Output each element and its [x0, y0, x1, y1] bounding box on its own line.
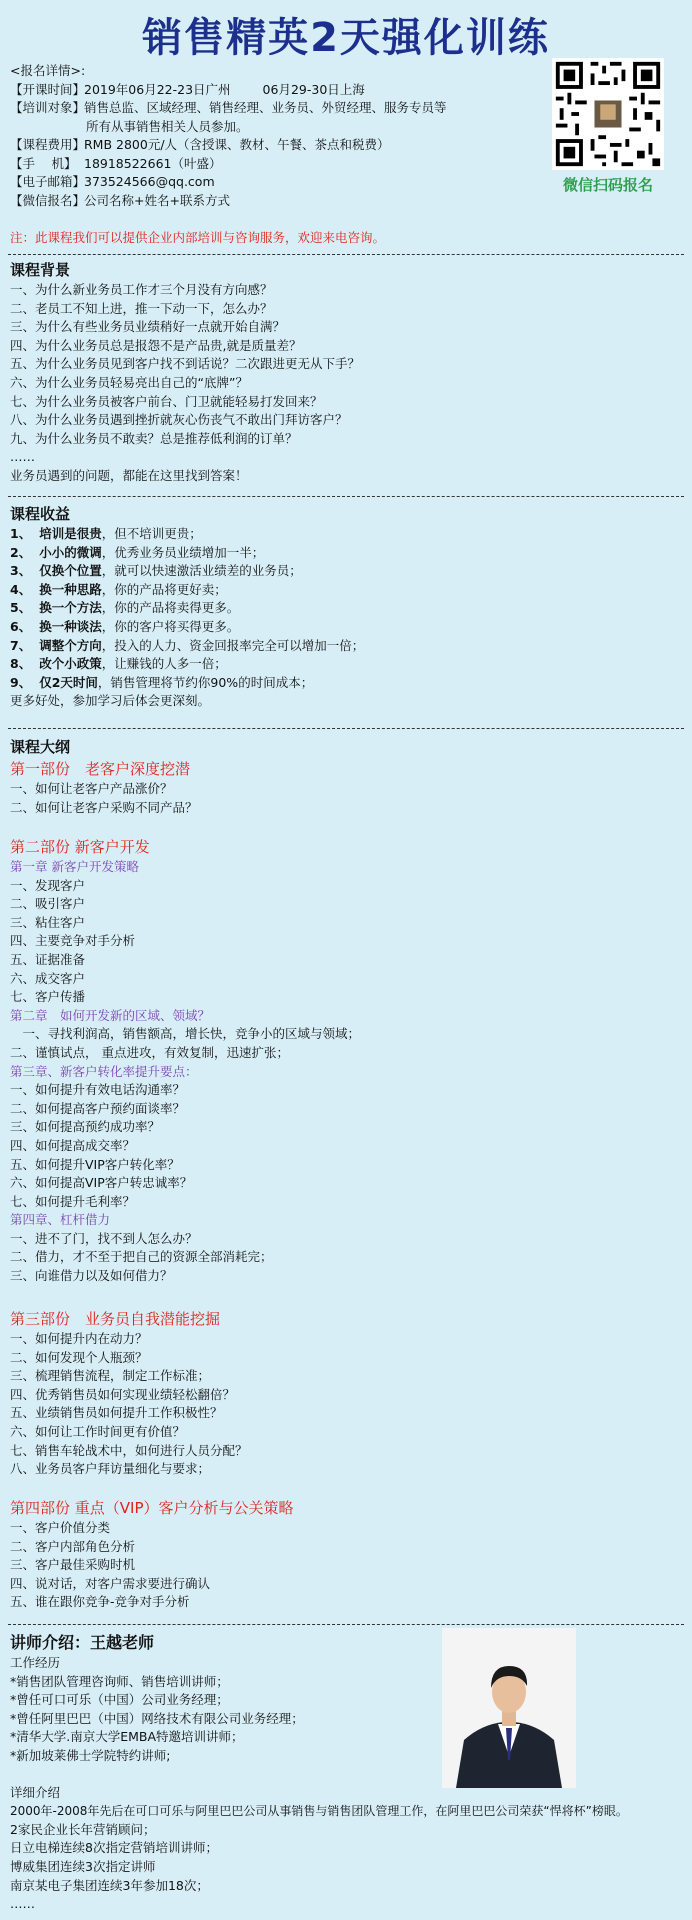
- list-item: 二、吸引客户: [10, 896, 86, 912]
- info-row-time: [10, 81, 530, 100]
- info-label: 【开课时间】: [10, 81, 86, 97]
- list-item: 三、为什么有些业务员业绩稍好一点就开始自满？: [10, 319, 286, 335]
- chapter-title: 第一章 新客户开发策略: [10, 859, 139, 874]
- page-title: 销售精英2天强化训练: [142, 15, 550, 61]
- list-item: 九、为什么业务员不敢卖？总是推荐低利润的订单？: [10, 430, 298, 446]
- list-item: *清华大学.南京大学EMBA特邀培训讲师；: [10, 1729, 244, 1745]
- list-item: 二、谨慎试点， 重点进攻，有效复制，迅速扩张；: [10, 1044, 289, 1060]
- list-item: 三、向谁借力以及如何借力？: [10, 1268, 173, 1284]
- list-item: 二、客户内部角色分析: [10, 1538, 136, 1554]
- part-title: 第二部份 新客户开发: [10, 838, 150, 856]
- list-item: 一、如何让老客户产品涨价？: [10, 781, 173, 796]
- chapter-title: 第三章、新客户转化率提升要点：: [10, 1063, 198, 1079]
- subheading: 详细介绍: [10, 1784, 61, 1800]
- teacher-photo: [442, 1628, 576, 1788]
- qr-code-icon[interactable]: [552, 58, 664, 170]
- section-part3: [10, 1308, 680, 1479]
- benefit-item: 1、 培训是很贵，但不培训更贵；: [10, 526, 202, 541]
- list-item: 四、优秀销售员如何实现业绩轻松翻倍？: [10, 1386, 236, 1402]
- list-item: 七、客户传播: [10, 989, 86, 1005]
- section-heading: 讲师介绍：王越老师: [10, 1633, 155, 1652]
- info-header: <报名详情>:: [10, 63, 86, 78]
- info-label: 【培训对象】: [10, 100, 86, 115]
- section-part4: [10, 1497, 680, 1612]
- part-title: 第三部份 业务员自我潜能挖掘: [10, 1310, 221, 1328]
- list-item: 三、粘住客户: [10, 914, 86, 930]
- list-item: 博威集团连续3次指定讲师: [10, 1858, 156, 1874]
- benefit-item: 9、 仅2天时间，销售管理将节约你90%的时间成本；: [10, 674, 314, 690]
- qr-block: [548, 58, 668, 195]
- divider: [8, 254, 684, 255]
- section-part2: [10, 836, 680, 1286]
- list-item: 四、说对话，对客户需求要进行确认: [10, 1575, 211, 1591]
- list-item: 五、证据准备: [10, 951, 86, 967]
- list-item: 一、为什么新业务员工作才三个月没有方向感？: [10, 282, 273, 297]
- chapter-title: 第二章 如何开发新的区域、领域？: [10, 1007, 211, 1023]
- divider: [8, 728, 684, 729]
- info-value: RMB 2800元/人（含授课、教材、午餐、茶点和税费）: [84, 137, 390, 152]
- list-item: 南京某电子集团连续3年参加18次；: [10, 1877, 209, 1893]
- benefit-item: 8、 改个小政策，让赚钱的人多一倍；: [10, 656, 227, 672]
- ellipsis: ……: [10, 449, 35, 465]
- list-item: 二、借力，才不至于把自己的资源全部消耗完；: [10, 1249, 273, 1265]
- info-row-audience: [10, 99, 530, 118]
- list-item: 四、为什么业务员总是报怨不是产品贵,就是质量差？: [10, 337, 302, 353]
- email-link[interactable]: 373524566@qq.com: [84, 174, 215, 189]
- list-item: 七、如何提升毛利率？: [10, 1193, 136, 1209]
- list-item: 二、如何让老客户采购不同产品？: [10, 799, 198, 815]
- list-item: 二、如何提高客户预约面谈率？: [10, 1100, 186, 1116]
- divider: [8, 496, 684, 497]
- list-item: 2家民企业长年营销顾问；: [10, 1821, 156, 1837]
- info-row-fee: [10, 136, 530, 155]
- benefit-item: 7、 调整个方向，投入的人力、资金回报率完全可以增加一倍；: [10, 637, 365, 653]
- list-item: 五、业绩销售员如何提升工作积极性？: [10, 1405, 223, 1421]
- list-item: 一、客户价值分类: [10, 1520, 111, 1535]
- list-item: 一、进不了门，找不到人怎么办？: [10, 1230, 198, 1246]
- list-item: 日立电梯连续8次指定营销培训讲师；: [10, 1840, 218, 1856]
- list-item: 六、如何提高VIP客户转忠诚率？: [10, 1175, 193, 1191]
- info-label: 【手 机】: [10, 155, 77, 171]
- info-label: 【电子邮箱】: [10, 174, 86, 189]
- ellipsis: ……: [10, 1896, 35, 1912]
- benefit-item: 5、 换一个方法，你的产品将卖得更多。: [10, 600, 240, 616]
- list-item: 六、为什么业务员轻易亮出自己的“底牌”？: [10, 374, 248, 390]
- part-title: 第四部份 重点（VIP）客户分析与公关策略: [10, 1499, 294, 1517]
- list-item: 四、主要竞争对手分析: [10, 933, 136, 949]
- phone-number[interactable]: 18918522661（叶盛）: [84, 155, 222, 171]
- chapter-title: 第四章、杠杆借力: [10, 1212, 111, 1228]
- registration-info: [10, 62, 530, 210]
- list-item: 一、发现客户: [10, 877, 86, 893]
- list-item: 五、如何提升VIP客户转化率？: [10, 1156, 180, 1172]
- list-item: *曾任可口可乐（中国）公司业务经理；: [10, 1692, 229, 1708]
- notice-text: 注：此课程我们可以提供企业内部培训与咨询服务，欢迎来电咨询。: [10, 230, 386, 245]
- info-value: 公司名称+姓名+联系方式: [84, 192, 230, 208]
- section-heading: 课程收益: [10, 505, 71, 523]
- list-item: 五、谁在跟你竞争-竞争对手分析: [10, 1594, 190, 1610]
- list-item: 三、梳理销售流程，制定工作标准；: [10, 1368, 211, 1384]
- section-benefits: [10, 503, 680, 711]
- benefit-item: 3、 仅换个位置，就可以快速激活业绩差的业务员；: [10, 563, 302, 579]
- benefit-item: 4、 换一种思路，你的产品将更好卖；: [10, 581, 227, 597]
- info-label: 【微信报名】: [10, 192, 86, 208]
- list-item: 三、如何提高预约成功率？: [10, 1119, 161, 1135]
- section-outline: [10, 736, 680, 817]
- list-item: 七、销售车轮战术中，如何进行人员分配？: [10, 1442, 248, 1458]
- benefit-item: 6、 换一种谈法，你的客户将买得更多。: [10, 618, 240, 634]
- list-item: 2000年-2008年先后在可口可乐与阿里巴巴公司从事销售与销售团队管理工作，在阿里巴巴公司荣获“悍将杯”榜眼。: [10, 1804, 628, 1819]
- list-item: 六、成交客户: [10, 970, 86, 986]
- teacher-portrait-icon: [442, 1628, 576, 1788]
- list-item: *曾任阿里巴巴（中国）网络技术有限公司业务经理；: [10, 1710, 304, 1726]
- benefit-item: 2、 小小的微调，优秀业务员业绩增加一半；: [10, 544, 265, 560]
- section-heading: 课程大纲: [10, 738, 71, 756]
- info-row-wechat: [10, 192, 530, 211]
- list-item: *新加坡莱佛士学院特约讲师;: [10, 1747, 171, 1763]
- list-item: 六、如何让工作时间更有价值？: [10, 1423, 186, 1439]
- section-teacher: [10, 1632, 680, 1914]
- list-item: 七、为什么业务员被客户前台、门卫就能轻易打发回来？: [10, 393, 323, 409]
- list-item: 一、如何提升有效电话沟通率？: [10, 1082, 186, 1098]
- list-item: 一、如何提升内在动力？: [10, 1331, 148, 1346]
- info-value: 2019年06月22-23日广州: [84, 81, 231, 97]
- subheading: 工作经历: [10, 1655, 61, 1670]
- info-label: 【课程费用】: [10, 137, 86, 152]
- section-summary: 业务员遇到的问题，都能在这里找到答案！: [10, 467, 248, 483]
- section-background: [10, 259, 680, 486]
- list-item: 一、寻找利润高，销售额高，增长快，竞争小的区域与领域；: [10, 1026, 361, 1042]
- list-item: 二、老员工不知上进，推一下动一下，怎么办？: [10, 300, 273, 316]
- part-title: 第一部份 老客户深度挖潜: [10, 760, 191, 778]
- info-value: 销售总监、区域经理、销售经理、业务员、外贸经理、服务专员等: [84, 100, 447, 115]
- list-item: 八、业务员客户拜访量细化与要求；: [10, 1461, 211, 1477]
- section-heading: 课程背景: [10, 261, 71, 279]
- section-summary: 更多好处，参加学习后体会更深刻。: [10, 693, 211, 709]
- info-row-audience-cont: 所有从事销售相关人员参加。: [86, 118, 249, 134]
- info-value-2: 06月29-30日上海: [262, 81, 365, 97]
- qr-caption: 微信扫码报名: [562, 176, 653, 194]
- list-item: *销售团队管理咨询师、销售培训讲师；: [10, 1673, 229, 1689]
- list-item: 二、如何发现个人瓶颈？: [10, 1349, 148, 1365]
- list-item: 四、如何提高成交率？: [10, 1137, 136, 1153]
- list-item: 八、为什么业务员遇到挫折就灰心伤丧气不敢出门拜访客户？: [10, 412, 348, 428]
- info-row-email: [10, 173, 530, 192]
- divider: [8, 1624, 684, 1625]
- list-item: 五、为什么业务员见到客户找不到话说？二次跟进更无从下手？: [10, 356, 361, 372]
- list-item: 三、客户最佳采购时机: [10, 1557, 136, 1573]
- info-row-phone: [10, 155, 530, 174]
